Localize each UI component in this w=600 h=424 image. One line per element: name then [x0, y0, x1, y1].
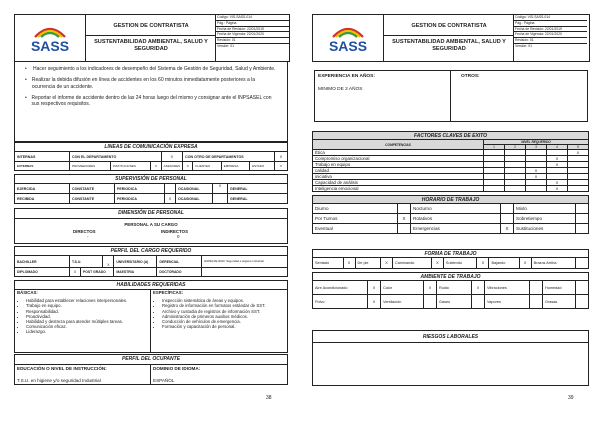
forma-title: FORMA DE TRABAJO: [313, 250, 589, 258]
document-header: [14, 14, 290, 62]
comunicacion-title: LINEAS DE COMUNICACIÓN EXPRESA: [15, 143, 288, 152]
page-number: 39: [568, 395, 574, 401]
sass-logo: [15, 15, 86, 61]
bullet-item: • Reportar el informe de accidente dentro de las 24 horas luego del mismo y consignar ante el INPSASEL con sus respectivos requisitos.: [25, 94, 272, 108]
list-item: • Administración de primeros auxilios médicos.: [162, 314, 285, 319]
dimension-box: [14, 208, 288, 244]
list-item: • Archivo y custodia de registros de información SST.: [162, 309, 285, 314]
logo-text: SASS: [328, 38, 368, 54]
competencia-name: Inteligencia emocional: [313, 186, 484, 192]
meta-codigo: Código: VIS-SASS-014: [216, 15, 289, 21]
ambiente-table: AMBIENTE DE TRABAJO Aire Acondicionado X Calor X Ruido X Vibraciones Humedad Polvo X Ventilación Gases Vapores Grasas: [312, 272, 589, 309]
indirectos-value: 0: [177, 234, 180, 239]
habilidades-title: HABILIDADES REQUERIDAS: [15, 281, 287, 290]
dimension-title: DIMENSIÓN DE PERSONAL: [15, 209, 287, 219]
meta-vigencia-date: Fecha de Vigencia: 22/01/2020: [216, 32, 289, 38]
basicas-list: [17, 298, 148, 334]
responsibilities-box: [14, 62, 288, 142]
header-subtitle: SUSTENTABILIDAD AMBIENTAL, SALUD Y SEGURIDAD: [94, 39, 208, 52]
experiencia-label: EXPERIENCIA EN AÑOS:: [318, 74, 375, 79]
competencia-name: Ética: [313, 150, 484, 156]
factores-table: FACTORES CLAVES DE EXITO COMPETENCIAS NIVEL REQUERIDO 1 2 3 4 5 Ética X Compromiso organizacional X Trabajo en equipo X calidad X iniciativa X Capacidad de análisis X Inteligencia emocional X: [312, 131, 589, 192]
bullet-item: • Realizar la debida difusión en línea de accidentes en los 60 minutos inmediatamente posteriores a la ocurrencia de un accidente.: [25, 77, 256, 90]
competencia-name: iniciativa: [313, 174, 484, 180]
meta-revision: Revisión: 01: [514, 38, 587, 44]
riesgos-title: RIESGOS LABORALES: [313, 333, 588, 343]
meta-version: Versión: 01: [515, 43, 532, 48]
level-cell: [484, 186, 505, 192]
horario-table: HORARIO DE TRABAJO Diurno Nocturno Mixto Por Turnos X Rotativos Sobretiempo Eventual Emergencias X Sustituciones: [312, 195, 589, 234]
list-item: • Comunicación eficaz.: [26, 324, 148, 329]
meta-revision-date: Fecha de Revisión: 22/01/2019: [514, 27, 587, 33]
level-cell: X: [547, 186, 568, 192]
level-cell: X: [547, 156, 568, 162]
habilidades-box: [14, 280, 288, 353]
document-header: [312, 14, 590, 62]
riesgos-box: [312, 330, 589, 386]
meta-codigo: Código: VIS-SASS-014: [514, 15, 587, 21]
idioma-value: ESPAÑOL: [153, 378, 175, 383]
perfil-cargo-title: PERFIL DEL CARGO REQUERIDO: [15, 247, 288, 256]
header-title: GESTION DE CONTRATISTA: [113, 23, 189, 29]
ambiente-title: AMBIENTE DE TRABAJO: [313, 273, 589, 281]
competencia-name: Compromiso organizacional: [313, 156, 484, 162]
level-cell: X: [547, 162, 568, 168]
header-subtitle: SUSTENTABILIDAD AMBIENTAL, SALUD Y SEGURIDAD: [392, 39, 506, 52]
supervision-table: SUPERVISIÓN DE PERSONAL EJERCIDA CONSTANTE PERIODICA OCASIONAL X GENERAL RECIBIDA CONSTANTE PERIODICA X OCASIONAL GENERAL: [14, 174, 288, 204]
list-item: • Proactividad.: [26, 314, 148, 319]
header-meta: [513, 15, 587, 61]
competencia-name: Trabajo en equipo: [313, 162, 484, 168]
header-title: GESTION DE CONTRATISTA: [411, 23, 487, 29]
meta-vigencia-date: Fecha de Vigencia: 22/01/2020: [514, 32, 587, 38]
indirectos-label: INDIRECTOS: [161, 229, 188, 234]
bullet-item: • Hacer seguimiento a los indicadores de desempeño del Sistema de Gestión de Seguridad, Salud y Ambiente.: [25, 66, 276, 72]
list-item: • Habilidad y destreza para atender múltiples tareas.: [26, 319, 148, 324]
sass-logo: [313, 15, 384, 61]
competencia-name: Capacidad de análisis: [313, 180, 484, 186]
perfil-ocupante-box: [14, 354, 288, 385]
directos-label: DIRECTOS: [73, 229, 96, 234]
list-item: • Habilidad para establecer relaciones interpersonales.: [26, 298, 148, 303]
meta-version: Versión: 01: [217, 43, 234, 48]
perfil-cargo-table: PERFIL DEL CARGO REQUERIDO BACHILLER T.S.U. X UNIVERSITARIO (A) GERENCIAL ESPECIALIDAD: Seguridad e Higiene Industrial DIPLOMADO X POST GRADO MAESTRIA DOCTORADO: [14, 246, 288, 277]
experiencia-value: MINIMO DE 2 AÑOS: [318, 87, 363, 92]
header-meta: [215, 15, 289, 61]
especificas-list: [153, 298, 285, 329]
table-row: [313, 186, 589, 192]
level-cell: X: [547, 180, 568, 186]
level-cell: [568, 186, 589, 192]
level-cell: [505, 186, 526, 192]
level-cell: X: [526, 168, 547, 174]
list-item: • Trabajo en equipo.: [26, 303, 148, 308]
meta-pagina: Pág.: Página: [514, 21, 587, 27]
meta-pagina: Pág.: Página: [216, 21, 289, 27]
directos-value: -: [87, 234, 89, 239]
list-item: • Liderazgo.: [26, 329, 148, 334]
list-item: • Conducción de vehículos de emergencia.: [162, 319, 285, 324]
meta-revision-date: Fecha de Revisión: 22/01/2019: [216, 27, 289, 33]
especificas-column: ESPECÍFICAS: • Inspección sistemática de áreas y equipos. • Registro de información en formatos estándar de SST. • Archivo y custodia de registros de información SST. • Administración de primeros auxilios médicos. • Conducción de vehículos de emergencia. • Formación y capacitación de personal.: [151, 289, 287, 353]
list-item: • Formación y capacitación de personal.: [162, 324, 285, 329]
comunicacion-table: LINEAS DE COMUNICACIÓN EXPRESA INTERNAS CON EL DEPARTAMENTO X CON OTRO DE DEPARTAMENTOS X EXTERNAS PROVEEDORES INSTITUCIONES X ASESORES X CLIENTES EMPRESA ESTADO X: [14, 142, 288, 171]
page-number: 38: [266, 395, 272, 401]
educacion-label: EDUCACIÓN O NIVEL DE INSTRUCCIÓN:: [17, 366, 107, 371]
forma-table: FORMA DE TRABAJO Sentado X De pie X Caminando X Subiendo X Bajando X Brazos Arriba: [312, 249, 589, 269]
level-cell: X: [526, 174, 547, 180]
idioma-label: DOMINIO DE IDIOMA:: [153, 366, 201, 371]
logo-text: SASS: [30, 38, 70, 54]
factores-title: FACTORES CLAVES DE EXITO: [313, 132, 589, 140]
page-right: [300, 0, 600, 424]
list-item: • Responsabilidad.: [26, 309, 148, 314]
experiencia-box: [314, 70, 588, 122]
otros-label: OTROS:: [461, 74, 480, 79]
horario-title: HORARIO DE TRABAJO: [313, 196, 589, 204]
competencia-name: calidad: [313, 168, 484, 174]
list-item: • Inspección sistemática de áreas y equipos.: [162, 298, 285, 303]
supervision-title: SUPERVISIÓN DE PERSONAL: [15, 175, 288, 184]
educacion-value: T.S.U. en higiene y/o seguridad Industrial: [17, 378, 101, 383]
list-item: • Registro de información en formatos estándar de SST.: [162, 303, 285, 308]
dimension-subtitle: PERSONAL A SU CARGO: [124, 222, 178, 227]
basicas-column: BÁSICAS: • Habilidad para establecer relaciones interpersonales. • Trabajo en equipo. • Responsabilidad. • Proactividad. • Habilidad y destreza para atender múltiples tareas. • Comunicación eficaz. • Liderazgo.: [15, 289, 151, 353]
meta-revision: Revisión: 01: [216, 38, 289, 44]
level-cell: X: [568, 150, 589, 156]
level-cell: [526, 186, 547, 192]
perfil-ocupante-title: PERFIL DEL OCUPANTE: [15, 355, 287, 365]
